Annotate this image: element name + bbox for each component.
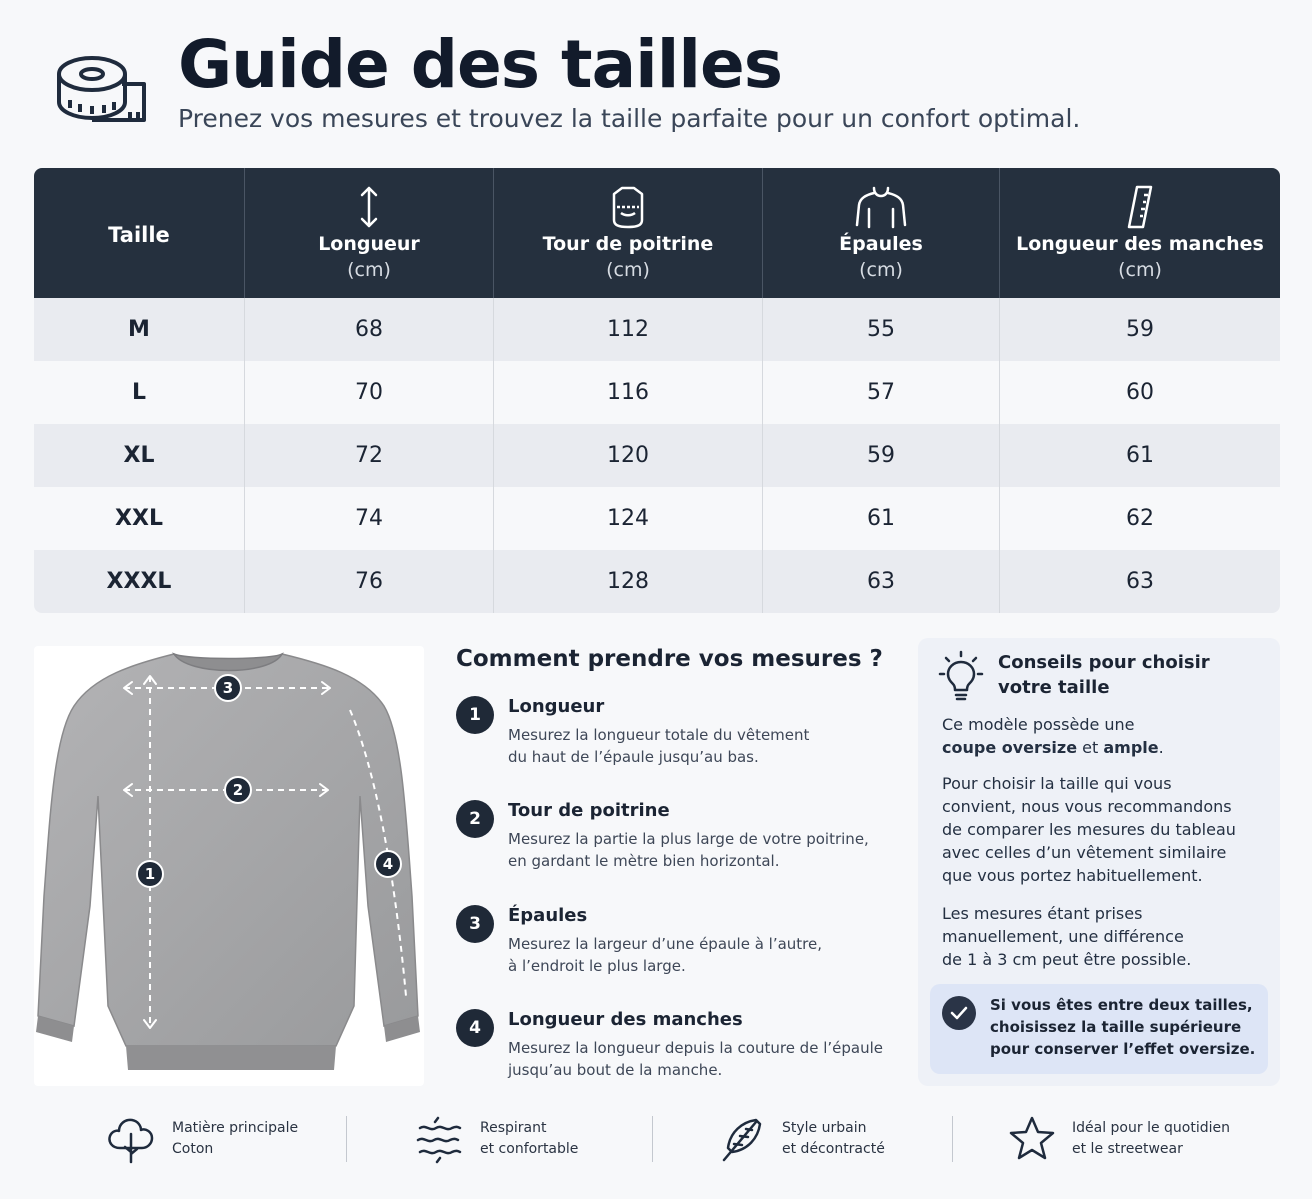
sleeve-cell: 62 [1126, 506, 1154, 531]
tips-line: avec celles d’un vêtement similaire [942, 843, 1227, 862]
step-desc-line: à l’endroit le plus large. [508, 957, 686, 975]
column-label: Longueur des manches [1016, 233, 1264, 255]
table-row [34, 550, 1280, 613]
tips-paragraph-compare [942, 772, 1262, 887]
step-number: 3 [456, 905, 494, 943]
step-desc-line: Mesurez la largeur d’une épaule à l’autre, [508, 935, 823, 953]
tips-paragraph-fit [942, 713, 1262, 759]
chest-cell: 112 [494, 298, 763, 361]
check-icon [942, 996, 976, 1030]
feature-line: et le streetwear [1072, 1141, 1183, 1157]
size-cell: XXXL [34, 550, 245, 613]
length-cell: 70 [245, 361, 494, 424]
column-header-length [245, 168, 494, 298]
step-title: Longueur des manches [508, 1009, 743, 1030]
column-unit: (cm) [606, 259, 650, 281]
callout-line: pour conserver l’effet oversize. [990, 1040, 1256, 1058]
step-desc-line: Mesurez la partie la plus large de votre poitrine, [508, 830, 869, 848]
table-row [34, 298, 1280, 361]
divider [346, 1116, 347, 1162]
column-header-shoulders [763, 168, 1000, 298]
step-desc-line: du haut de l’épaule jusqu’au bas. [508, 748, 759, 766]
tips-line [942, 736, 1262, 759]
size-cell: XXL [34, 487, 245, 550]
step-description [508, 724, 898, 768]
chest-cell: 116 [494, 361, 763, 424]
chest-cell: 124 [494, 487, 763, 550]
step-number: 4 [456, 1009, 494, 1047]
lightbulb-icon [938, 650, 984, 702]
sleeve-cell: 61 [1126, 443, 1154, 468]
star-icon [1006, 1114, 1060, 1164]
step-desc-line: jusqu’au bout de la manche. [508, 1061, 723, 1079]
sweater-diagram [34, 646, 424, 1086]
feature-text [172, 1118, 298, 1160]
feature-text [1072, 1118, 1230, 1160]
column-unit: (cm) [859, 259, 903, 281]
vertical-arrow-icon [357, 185, 381, 229]
feather-icon [716, 1114, 770, 1164]
marker-4: 4 [382, 855, 394, 873]
feature-text [782, 1118, 885, 1160]
step-desc-line: en gardant le mètre bien horizontal. [508, 852, 780, 870]
tips-title [998, 650, 1268, 700]
connector: et [1077, 738, 1104, 757]
size-cell: M [34, 298, 245, 361]
shoulders-icon [855, 185, 907, 229]
shoulders-cell: 55 [763, 298, 1000, 361]
tips-title-line: Conseils pour choisir [998, 652, 1210, 673]
marker-1: 1 [144, 865, 156, 883]
length-cell: 74 [245, 487, 494, 550]
column-header-sleeve [1000, 168, 1280, 298]
marker-3: 3 [222, 679, 234, 697]
feature-line: et confortable [480, 1141, 579, 1157]
step-title: Longueur [508, 696, 605, 717]
step-title: Épaules [508, 905, 588, 926]
tips-paragraph-tolerance [942, 902, 1262, 971]
features-footer [0, 1108, 1312, 1178]
measuring-tape-icon [56, 44, 148, 136]
sleeve-cell: 60 [1126, 380, 1154, 405]
length-cell: 68 [245, 298, 494, 361]
table-row [34, 424, 1280, 487]
callout-text [990, 994, 1260, 1060]
divider [952, 1116, 953, 1162]
divider [652, 1116, 653, 1162]
tips-line: Ce modèle possède une [942, 715, 1135, 734]
column-label: Tour de poitrine [542, 233, 714, 255]
size-table [34, 168, 1280, 613]
shoulders-cell: 57 [763, 361, 1000, 424]
step-description [508, 828, 898, 872]
size-cell: L [34, 361, 245, 424]
column-label: Longueur [318, 233, 420, 255]
table-header [34, 168, 1280, 298]
tips-line: Les mesures étant prises [942, 904, 1143, 923]
tips-title-line: votre taille [998, 677, 1110, 698]
tips-line: de 1 à 3 cm peut être possible. [942, 950, 1192, 969]
page-header [56, 22, 1256, 142]
table-row [34, 361, 1280, 424]
howto-title: Comment prendre vos mesures ? [456, 646, 883, 672]
cotton-icon [106, 1114, 160, 1164]
feature-line: Coton [172, 1141, 214, 1157]
column-label: Épaules [839, 233, 923, 255]
sleeve-cell: 63 [1126, 569, 1154, 594]
feature-text [480, 1118, 578, 1160]
length-cell: 72 [245, 424, 494, 487]
howto-section [456, 646, 896, 1079]
feature-line: Idéal pour le quotidien [1072, 1120, 1230, 1136]
step-desc-line: Mesurez la longueur depuis la couture de l’épaule [508, 1039, 883, 1057]
callout-line: Si vous êtes entre deux tailles, [990, 996, 1253, 1014]
feature-line: et décontracté [782, 1141, 885, 1157]
tips-line: de comparer les mesures du tableau [942, 820, 1236, 839]
marker-2: 2 [232, 781, 244, 799]
callout-line: choisissez la taille supérieure [990, 1018, 1242, 1036]
ruler-icon [1126, 185, 1154, 229]
shoulders-cell: 59 [763, 424, 1000, 487]
tips-line: manuellement, une différence [942, 927, 1184, 946]
column-header-size [34, 168, 245, 298]
feature-line: Matière principale [172, 1120, 299, 1136]
column-label: Taille [108, 223, 170, 247]
period: . [1158, 738, 1164, 757]
sleeve-cell: 59 [1126, 317, 1154, 342]
step-number: 2 [456, 800, 494, 838]
breathable-icon [414, 1114, 468, 1164]
step-description [508, 933, 898, 977]
tips-line: que vous portez habituellement. [942, 866, 1203, 885]
emphasis-ample: ample [1103, 738, 1159, 757]
page-subtitle: Prenez vos mesures et trouvez la taille parfaite pour un confort optimal. [178, 104, 1081, 133]
step-title: Tour de poitrine [508, 800, 670, 821]
column-unit: (cm) [347, 259, 391, 281]
chest-cell: 120 [494, 424, 763, 487]
tips-line: Pour choisir la taille qui vous [942, 774, 1172, 793]
torso-icon [609, 185, 647, 229]
column-unit: (cm) [1118, 259, 1162, 281]
feature-line: Respirant [480, 1120, 547, 1136]
tips-line: convient, nous vous recommandons [942, 797, 1232, 816]
sweater-illustration [34, 646, 424, 1086]
step-number: 1 [456, 696, 494, 734]
page-title: Guide des tailles [178, 26, 783, 103]
tips-box [918, 638, 1280, 1086]
tip-callout [930, 984, 1268, 1074]
shoulders-cell: 63 [763, 550, 1000, 613]
step-desc-line: Mesurez la longueur totale du vêtement [508, 726, 810, 744]
chest-cell: 128 [494, 550, 763, 613]
table-row [34, 487, 1280, 550]
length-cell: 76 [245, 550, 494, 613]
size-cell: XL [34, 424, 245, 487]
feature-line: Style urbain [782, 1120, 867, 1136]
emphasis-oversize: coupe oversize [942, 738, 1078, 757]
column-header-chest [494, 168, 763, 298]
step-description [508, 1037, 898, 1081]
shoulders-cell: 61 [763, 487, 1000, 550]
